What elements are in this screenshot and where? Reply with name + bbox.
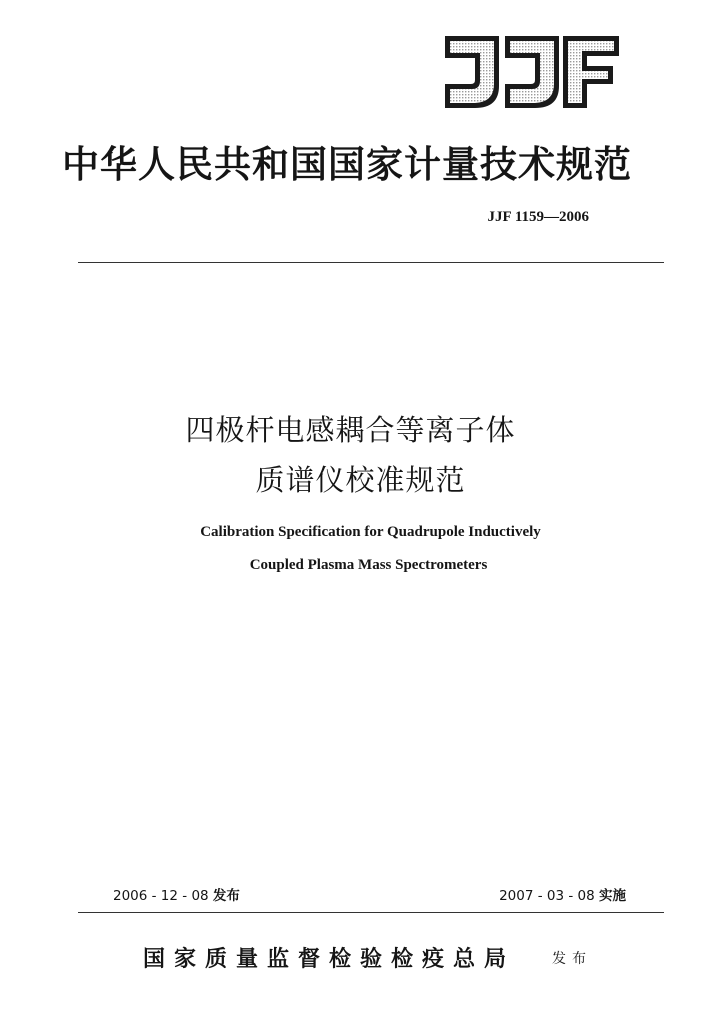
title-en-line2: Coupled Plasma Mass Spectrometers bbox=[249, 557, 488, 573]
publisher-name: 国家质量监督检验检疫总局 bbox=[143, 946, 516, 972]
implement-date-label: 实施 bbox=[599, 888, 626, 904]
title-zh-line2: 质谱仪校准规范 bbox=[255, 463, 466, 497]
jjf-logo-icon bbox=[441, 34, 621, 110]
top-divider bbox=[78, 262, 664, 263]
title-zh-line1: 四极杆电感耦合等离子体 bbox=[185, 413, 516, 447]
bottom-divider bbox=[78, 912, 664, 913]
org-title: 中华人民共和国国家计量技术规范 bbox=[62, 142, 632, 186]
publisher-action: 发布 bbox=[552, 951, 592, 967]
issue-date bbox=[113, 884, 240, 904]
issue-date-value: 2006 - 12 - 08 bbox=[113, 888, 209, 904]
issue-date-label: 发布 bbox=[212, 888, 240, 904]
title-en-line1: Calibration Specification for Quadrupole Inductively bbox=[200, 524, 541, 540]
jjf-logo bbox=[441, 34, 621, 110]
implement-date bbox=[499, 884, 626, 904]
doc-number: JJF 1159—2006 bbox=[487, 209, 589, 225]
implement-date-value: 2007 - 03 - 08 bbox=[499, 888, 595, 904]
